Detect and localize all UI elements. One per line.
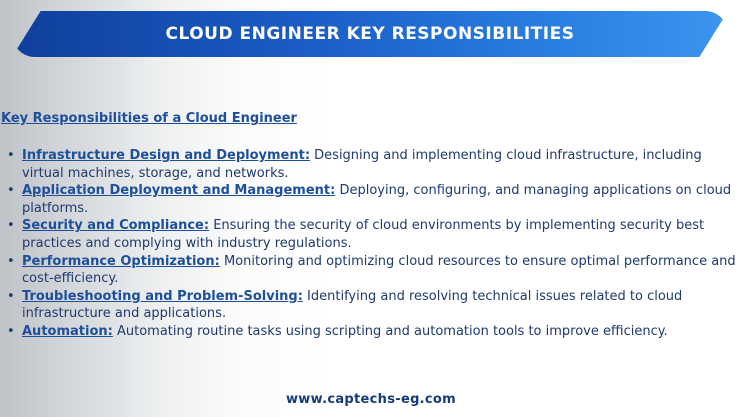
list-item <box>6 253 736 288</box>
item-term[interactable]: Infrastructure Design and Deployment: <box>22 148 311 163</box>
list-item <box>6 147 736 182</box>
list-item <box>6 323 736 341</box>
item-text: Designing and implementing cloud infrastructure, including virtual machines, storage, and networks. <box>22 148 702 181</box>
item-text: Automating routine tasks using scripting and automation tools to improve efficiency. <box>112 323 668 339</box>
item-term[interactable]: Automation: <box>22 323 113 339</box>
item-text: Monitoring and optimizing cloud resources to ensure optimal performance and cost-efficiency. <box>22 253 736 287</box>
bullet-icon: • <box>7 148 15 163</box>
footer-url[interactable]: www.captechs-eg.com <box>286 392 456 407</box>
item-term[interactable]: Application Deployment and Management: <box>22 183 336 199</box>
bullet-icon: • <box>7 183 15 199</box>
list-item <box>6 182 736 217</box>
section-heading[interactable]: Key Responsibilities of a Cloud Engineer <box>1 111 297 126</box>
item-text: Ensuring the security of cloud environments by implementing security best practices and complying with industry regulations. <box>22 218 705 251</box>
bullet-icon: • <box>7 288 15 304</box>
bullet-icon: • <box>7 323 15 339</box>
list-item <box>6 217 736 252</box>
responsibilities-list <box>6 147 736 341</box>
bullet-icon: • <box>7 253 15 269</box>
bullet-icon: • <box>7 218 15 234</box>
item-term[interactable]: Troubleshooting and Problem-Solving: <box>22 288 303 304</box>
item-text: Deploying, configuring, and managing applications on cloud platforms. <box>22 183 732 216</box>
item-text: Identifying and resolving technical issues related to cloud infrastructure and applications. <box>22 288 683 322</box>
item-term[interactable]: Security and Compliance: <box>22 218 210 234</box>
banner-title: CLOUD ENGINEER KEY RESPONSIBILITIES <box>165 24 575 44</box>
list-item <box>6 288 736 323</box>
item-term[interactable]: Performance Optimization: <box>22 253 220 269</box>
